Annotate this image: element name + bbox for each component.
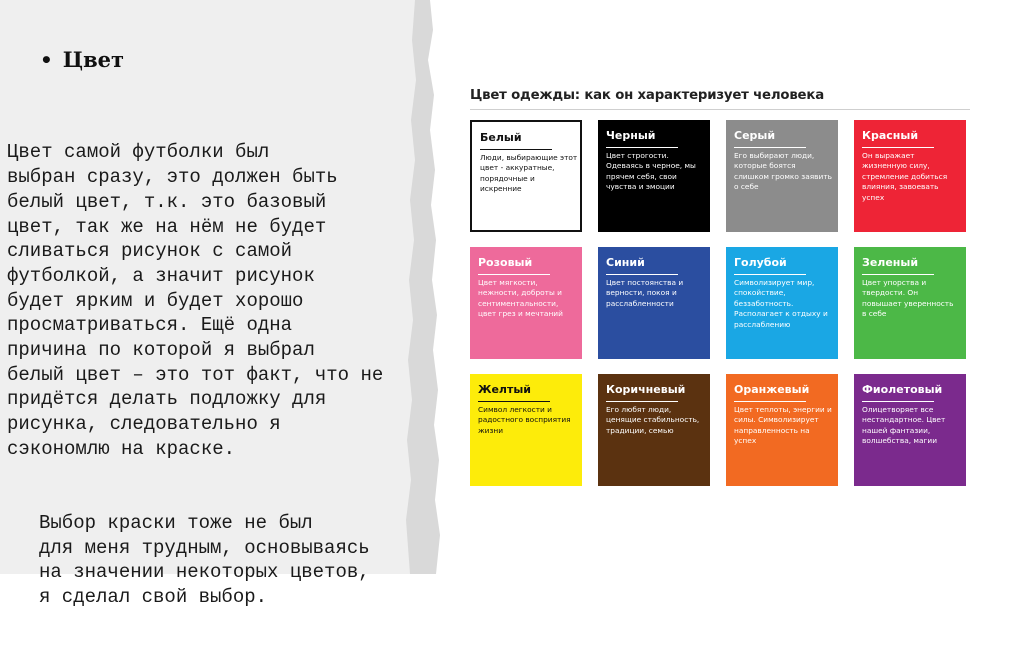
- color-tile-description: Цвет теплоты, энергии и силы. Символизирует направленность на успех: [734, 405, 832, 446]
- color-tile-divider: [734, 401, 806, 402]
- color-tile-grid: [470, 120, 966, 488]
- color-tile: [726, 120, 838, 232]
- color-tile-divider: [734, 147, 806, 148]
- color-tile-divider: [862, 274, 934, 275]
- color-tile-name: Желтый: [478, 383, 532, 396]
- color-tile-description: Цвет строгости. Одеваясь в черное, мы прячем себя, свои чувства и эмоции: [606, 151, 696, 192]
- color-tile-name: Фиолетовый: [862, 383, 943, 396]
- color-tile-description: Люди, выбирающие этот цвет - аккуратные, порядочные и искренние: [480, 153, 578, 194]
- color-tile-description: Его любят люди, ценящие стабильность, традиции, семью: [606, 405, 700, 435]
- color-tile-divider: [734, 274, 806, 275]
- color-tile-name: Коричневый: [606, 383, 686, 396]
- color-infographic: [462, 84, 972, 492]
- color-tile: [598, 120, 710, 232]
- color-tile-name: Красный: [862, 129, 919, 142]
- color-tile-name: Белый: [480, 131, 522, 144]
- color-tile-description: Его выбирают люди, которые боятся слишком громко заявить о себе: [734, 151, 832, 192]
- color-tile: [854, 374, 966, 486]
- color-tile-name: Серый: [734, 129, 776, 142]
- bullet-icon: •: [40, 47, 53, 72]
- color-tile-divider: [480, 149, 552, 150]
- color-tile: [726, 374, 838, 486]
- paragraph-2: Выбор краски тоже не был для меня трудным, основываясь на значении некоторых цветов, я сделал свой выбор.: [39, 511, 370, 609]
- color-tile-name: Розовый: [478, 256, 533, 269]
- color-tile-description: Он выражает жизненную силу, стремление добиться влияния, завоевать успех: [862, 151, 948, 202]
- color-tile-name: Черный: [606, 129, 656, 142]
- text-panel: [0, 0, 470, 609]
- color-tile: [854, 120, 966, 232]
- color-tile-name: Синий: [606, 256, 645, 269]
- bullet-heading: [40, 47, 124, 72]
- color-tile-name: Зеленый: [862, 256, 919, 269]
- color-tile-name: Оранжевый: [734, 383, 810, 396]
- color-tile-divider: [862, 147, 934, 148]
- infographic-title: Цвет одежды: как он характеризует человека: [470, 88, 824, 103]
- color-tile-description: Олицетворяет все нестандартное. Цвет нашей фантазии, волшебства, магии: [862, 405, 946, 446]
- color-tile-name: Голубой: [734, 256, 787, 269]
- color-tile-divider: [478, 401, 550, 402]
- color-tile: [470, 120, 582, 232]
- color-tile-divider: [606, 274, 678, 275]
- color-tile: [854, 247, 966, 359]
- color-tile-divider: [606, 401, 678, 402]
- heading-text: Цвет: [62, 47, 125, 72]
- color-tile-description: Символ легкости и радостного восприятия жизни: [478, 405, 571, 435]
- color-tile: [598, 247, 710, 359]
- color-tile-description: Цвет постоянства и верности, покоя и расслабленности: [606, 278, 684, 308]
- color-tile-divider: [862, 401, 934, 402]
- color-tile-description: Символизирует мир, спокойствие, беззаботность. Располагает к отдыху и расслаблению: [734, 278, 828, 329]
- color-tile-description: Цвет упорства и твердости. Он повышает уверенность в себе: [862, 278, 954, 319]
- color-tile-divider: [606, 147, 678, 148]
- color-tile-description: Цвет мягкости, нежности, доброты и сентиментальности, цвет грез и мечтаний: [478, 278, 563, 319]
- color-tile: [470, 247, 582, 359]
- color-tile: [726, 247, 838, 359]
- color-tile: [470, 374, 582, 486]
- paragraph-1: Цвет самой футболки был выбран сразу, это должен быть белый цвет, т.к. это базовый цвет, так же на нём не будет сливаться рисунок с самой футболкой, а значит рисунок будет ярким и будет хорошо просматриваться. Ещё одна причина по которой я выбрал белый цвет – это тот факт, что не придётся делать подложку для рисунка, следовательно я сэкономлю на краске.: [7, 141, 384, 460]
- color-tile-divider: [478, 274, 550, 275]
- color-tile: [598, 374, 710, 486]
- title-divider: [470, 109, 970, 110]
